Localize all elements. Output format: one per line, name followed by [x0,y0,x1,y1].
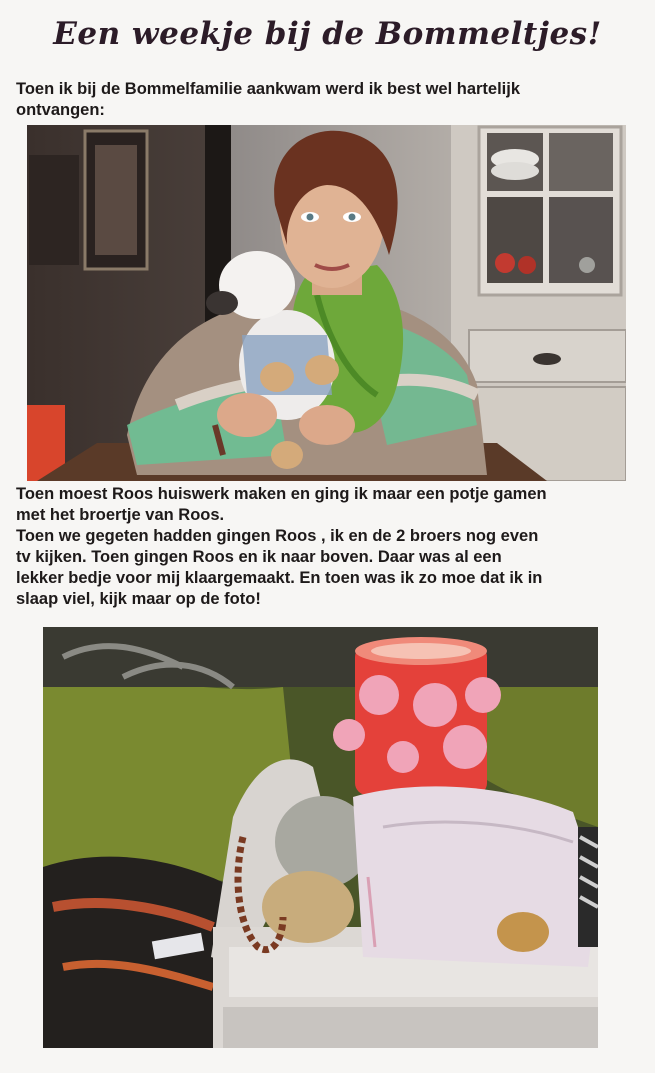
intro-line: ontvangen: [16,101,105,119]
photo-toy-sleeping-in-bed [43,627,598,1048]
story-paragraph [16,484,646,610]
story-line: Toen moest Roos huiswerk maken en ging ik maar een potje gamen [16,485,547,503]
story-line: lekker bedje voor mij klaargemaakt. En toen was ik zo moe dat ik in [16,569,543,587]
page-title: Een weekje bij de Bommeltjes! [53,16,602,52]
photo-woman-with-cuddly-toy [27,125,626,481]
story-line: met het broertje van Roos. [16,506,225,524]
story-line: tv kijken. Toen gingen Roos en ik naar boven. Daar was al een [16,548,502,566]
intro-paragraph [16,79,646,121]
intro-line: Toen ik bij de Bommelfamilie aankwam werd ik best wel hartelijk [16,80,521,98]
story-line: slaap viel, kijk maar op de foto! [16,590,261,608]
story-line: Toen we gegeten hadden gingen Roos , ik en de 2 broers nog even [16,527,539,545]
